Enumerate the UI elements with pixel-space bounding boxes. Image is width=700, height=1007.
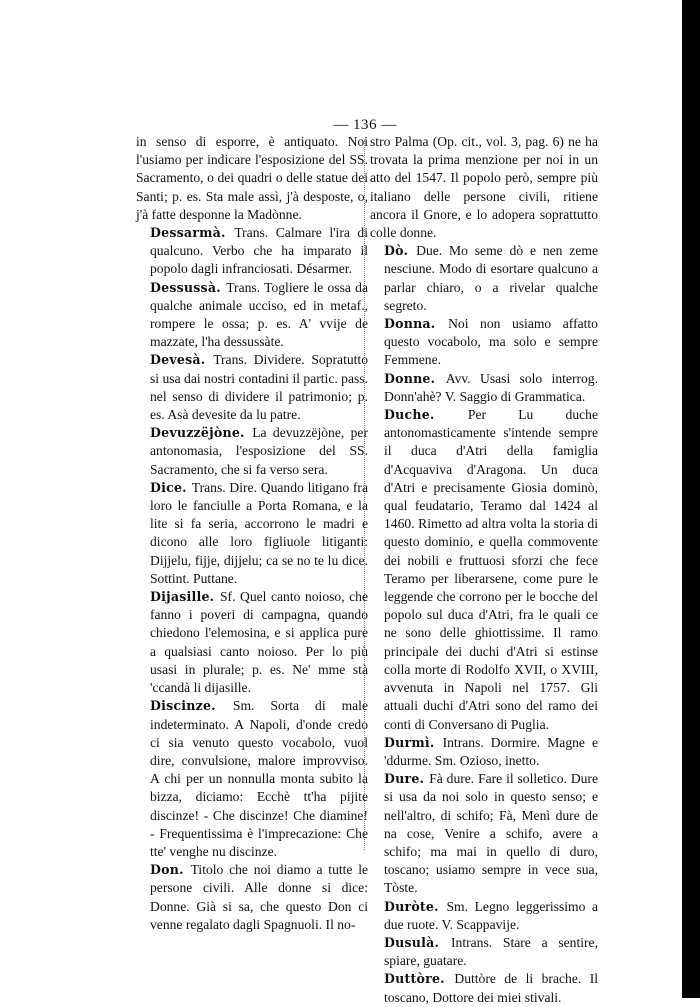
dictionary-entry [136, 697, 368, 861]
entry-text: Trans. Dire. Quando litigano fra loro le fanciulle a Porta Romana, e la lite si fa seria, accorrono le madri e dicono alle loro figliuole litiganti: Dijjelu, fijje, dijjelu; ca se no te lu dice. Sottint. Puttane. [150, 479, 368, 586]
dictionary-entry [370, 934, 598, 970]
entry-headword: Duròte. [384, 898, 439, 914]
entry-text: Noi non usiamo affatto questo vocabolo, ma solo e sempre Femmene. [384, 316, 598, 368]
entry-text: Trans. Calmare l'ira di qualcuno. Verbo che ha imparato il popolo dagli infranciosati. Désarmer. [150, 225, 368, 277]
entry-headword: Dure. [384, 771, 425, 787]
entry-headword: Devuzzëjòne. [150, 425, 245, 441]
entry-headword: Dessarmà. [150, 225, 226, 241]
dictionary-entry [136, 224, 368, 279]
entry-headword: Durmì. [384, 734, 435, 750]
entry-text: Avv. Usasi solo interrog. Donn'ahè? V. Saggio di Grammatica. [384, 370, 598, 404]
entry-text: Trans. Togliere le ossa da qualche animale ucciso, ed in metaf., rompere le ossa; p. es. A' vvije de mazzate, l'ha dessussàte. [150, 279, 368, 350]
entry-headword: Discinze. [150, 698, 216, 714]
entry-headword: Donna. [384, 316, 436, 332]
entry-text: Intrans. Stare a sentire, spiare, guatare. [384, 934, 598, 969]
left-column [136, 133, 368, 934]
dictionary-entry [370, 898, 598, 934]
entry-text: Titolo che noi diamo a tutte le persone civili. Alle donne si dice: Donne. Già si sa, che questo Don ci venne regalato dagli Spagnuoli. Il no- [150, 862, 369, 932]
entry-text: La devuzzëjòne, per antonomasia, l'esposizione del SS. Sacramento, che si fa verso sera. [150, 425, 368, 477]
entry-headword: Donne. [384, 370, 436, 386]
dictionary-entry [136, 351, 368, 424]
entry-headword: Duttòre. [384, 971, 445, 987]
dictionary-entry [370, 406, 598, 734]
entry-headword: Dessussà. [150, 279, 221, 295]
entry-text: Fà dure. Fare il solletico. Dure si usa da noi solo in questo senso; e nell'altro, di schifo; Fà, Menì dure de na cose, Venire a schifo, avere a schifo; ma mai in quello di duro, toscano; usiamo sempre in vece sua, Tòste. [384, 771, 598, 896]
dictionary-entry [370, 970, 598, 1006]
dictionary-entry [370, 770, 598, 897]
entry-headword: Dusulà. [384, 934, 440, 950]
entry-text: Sm. Sorta di male indeterminato. A Napoli, d'onde credo ci sia venuto questo vocabolo, vuol dire, convulsione, malore improvviso. A chi per un nonnulla monta subito la bizza, diciamo: Ecchè tt'ha pijite discinze! - Che discinze! Che diamine! - Frequentissima è l'imprecazione: Che tte' venghe nu discinze. [150, 698, 368, 859]
entry-headword: Dice. [150, 479, 187, 495]
entry-text: Per Lu duche antonomasticamente s'intende sempre il duca d'Atri della famiglia d'Acquaviva d'Aragona. Un duca d'Atri e precisamente Giosia dominò, qual feudatario, Teramo dal 1424 al 1460. Rimetto ad altra volta la storia di questo dominio, e quella commovente dei nobili e fruttuosi sforzi che fece Teramo per liberarsene, come pure le leggende che corrono per le bocche del popolo sul duca d'Atri, fra le quali ce ne sono delle ghiottissime. Il ramo principale dei duchi d'Atri si estinse colla morte di Rodolfo XVII, o XVIII, avvenuta in Napoli nel 1757. Gli attuali duchi d'Atri sono del ramo dei conti di Conversano di Puglia. [384, 407, 598, 732]
dictionary-entry [370, 242, 598, 315]
dictionary-entry [370, 315, 598, 370]
entry-text: Intrans. Dormire. Magne e 'ddurme. Sm. Ozioso, inetto. [384, 734, 598, 768]
entry-text: in senso di esporre, è antiquato. Noi l'usiamo per indicare l'esposizione del SS. Sacramento, o dei quadri o delle statue dei Santi; p. es. Sta male assì, j'à desposte, o, j'à fatte desponne la Madònne. [136, 134, 368, 222]
entry-headword: Dijasille. [150, 589, 215, 605]
dictionary-entry [136, 479, 368, 588]
scan-border [682, 0, 700, 998]
entry-text: Sm. Legno leggerissimo a due ruote. V. Scappavije. [384, 898, 598, 932]
entry-headword: Dò. [384, 243, 409, 259]
dictionary-entry [136, 279, 368, 352]
entry-headword: Don. [150, 862, 184, 878]
dictionary-entry [136, 424, 368, 479]
dictionary-entry [370, 133, 598, 242]
entry-text: Trans. Dividere. Sopratutto si usa dai nostri contadini il partic. pass. nel senso di dividere il patrimonio; p. es. Asà devesite da lu patre. [150, 352, 369, 423]
dictionary-entry [370, 734, 598, 770]
entry-headword: Duche. [384, 407, 435, 423]
entry-text: Sf. Quel canto noioso, che fanno i poveri di campagna, quando chiedono l'elemosina, e si applica pure a qualsiasi canto noioso. Per lo più usasi in plurale; p. es. Ne' mme stà 'ccandà li dijasille. [150, 589, 368, 696]
right-column [370, 133, 598, 1007]
entry-headword: Devesà. [150, 352, 206, 368]
page-number: — 136 — [333, 117, 397, 133]
entry-text: stro Palma (Op. cit., vol. 3, pag. 6) ne ha trovata la prima menzione per noi in un atto del 1547. Il popolo però, sempre più italiano delle persone civili, ritiene ancora il Gnore, e lo adopera soprattutto colle donne. [370, 134, 598, 241]
entry-text: Duttòre de li brache. Il toscano, Dottore dei miei stivali. [384, 971, 598, 1005]
dictionary-entry [136, 861, 368, 934]
dictionary-entry [370, 370, 598, 406]
dictionary-entry [136, 588, 368, 697]
dictionary-entry [136, 133, 368, 224]
entry-text: Due. Mo seme dò e nen zeme nesciune. Modo di esortare qualcuno a parlar chiaro, o a rivelar qualche segreto. [384, 243, 598, 313]
